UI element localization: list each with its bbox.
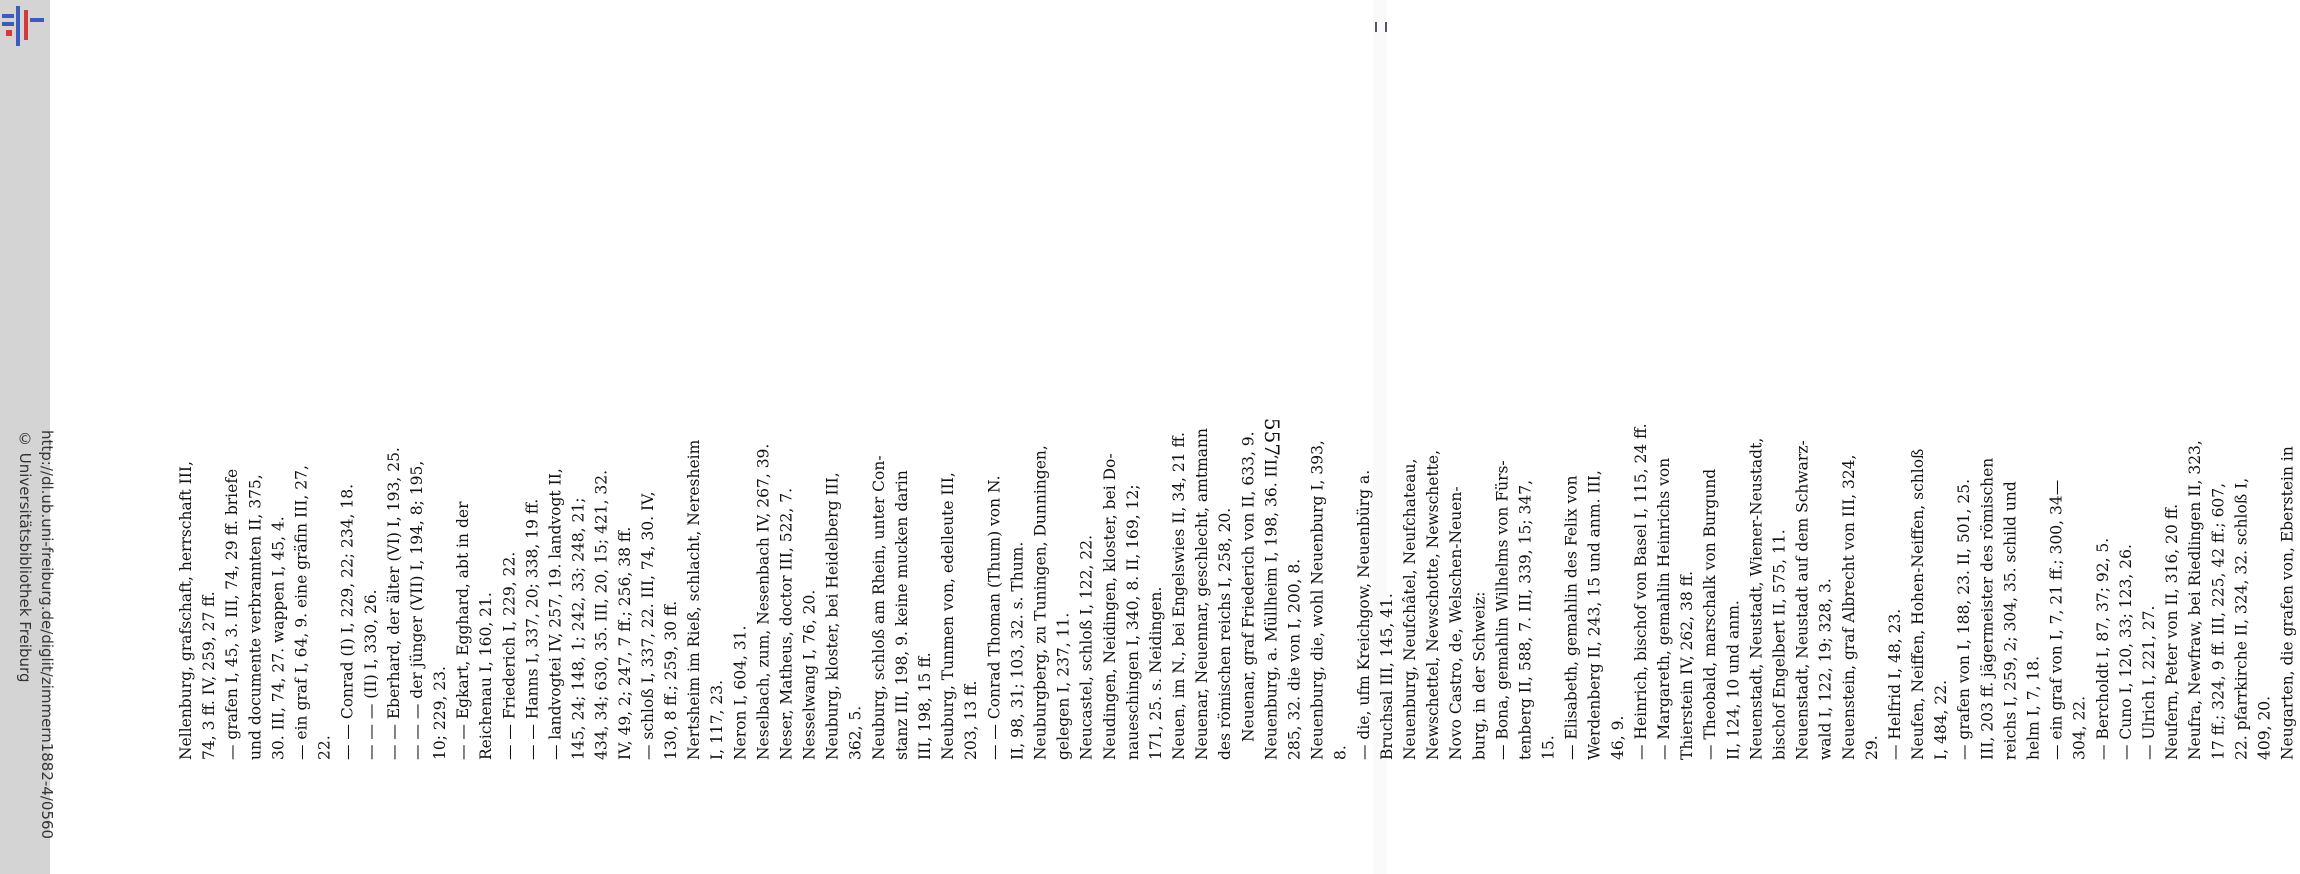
index-entry-line: Neufra, Newfraw, bei Riedlingen II, 323, [2186,440,2205,760]
index-entry-line: — grafen I, 45, 3. III, 74, 29 ff. briefe [223,468,242,760]
index-entry-line: Neuenstein, graf Albrecht von III, 324, [1839,454,1858,760]
index-entry-line: 22. [315,735,334,760]
index-entry-line: Nellenburg, grafschaft, herrschaft III, [177,461,195,760]
index-entry-line: Neuburgberg, zu Tuningen, Dunningen, [1031,445,1050,760]
source-url[interactable]: http://dl.ub.uni-freiburg.de/diglit/zimmern1882-4/0560 [38,430,56,840]
index-entry-line: 203, 13 ff. [962,680,981,760]
source-info [14,430,58,870]
index-entry-line: I, 484, 22. [1932,679,1951,760]
index-entry-line: — grafen von I, 188, 23. II, 501, 25. [1955,479,1974,760]
index-entry-line: Neser, Matheus, doctor III, 522, 7. [777,488,796,760]
page-marker-icon [1375,22,1387,32]
index-entry-line: 22. pfarrkirche II, 324, 32. schloß I, [2232,477,2251,760]
index-entry-line: Newschettel, Newschotte, Newschette, [1424,449,1443,760]
index-entry-line: burg, in der Schweiz: [1470,591,1489,760]
index-entry-line: — — Friederich I, 229, 22. [500,551,519,760]
index-entry-line: — schloß I, 337, 22. III, 74, 30. IV, [638,491,657,760]
index-entry-line: Neuenburg, Neufchâtel, Neufchateau, [1400,458,1419,760]
index-entry-line: — Bercholdt I, 87, 37; 92, 5. [2093,537,2112,760]
index-entry-line: Neugarten, die grafen von, Eberstein in [2278,446,2297,760]
index-entry-line: bischof Engelbert II, 575, 11. [1770,529,1789,760]
index-entry-line: stanz III, 198, 9. keine mucken darin [892,470,911,760]
index-entry-line: und documente verbrannten II, 375, [246,474,265,760]
index-entry-line: Reichenau I, 160, 21. [477,592,496,760]
index-entry-line: — Ulrich I, 221, 27. [2139,605,2158,760]
index-entry-line: 130, 8 ff.; 259, 30 ff. [661,600,680,760]
index-entry-line: Neron I, 604, 31. [731,625,750,760]
index-entry-line: des römischen reichs I, 258, 20. [1216,507,1235,760]
index-entry-line: — Margareth, gemahlin Heinrichs von [1655,457,1673,760]
index-entry-line: Bruchsal III, 145, 41. [1377,593,1396,760]
index-entry-line: 30. III, 74, 27. wappen I, 45, 4. [269,516,288,760]
index-entry-line: 145, 24; 148, 1; 242, 33; 248, 21; [569,497,588,760]
index-entry-line: — Cuno I, 120, 33; 123, 26. [2116,544,2135,760]
index-entry-line: I, 117, 23. [708,679,727,760]
index-entry-line: Neuburg, Tunmen von, edelleute III, [939,472,958,760]
index-entry-line: tenberg II, 588, 7. III, 339, 15; 347, [1516,479,1535,760]
index-entry-line: 434, 34; 630, 35. III, 20, 15; 421, 32. [592,469,611,760]
index-entry-line: IV, 49, 2; 247, 7 ff.; 256, 38 ff. [615,526,634,760]
index-entry-line: — — Conrad Thoman (Thum) von N. [985,475,1004,760]
index-entry-line: — — Egkart, Egghard, abt in der [454,501,473,760]
index-entry-line: wald I, 122, 19; 328, 3. [1816,578,1835,760]
index-entry-line: 171, 25. s. Neidingen. [1146,586,1165,760]
index-entry-line: II, 98, 31; 103, 32. s. Thum. [1008,541,1027,760]
index-entry-line: Neuenar, graf Friederich von II, 633, 9. [1239,431,1258,742]
index-entry-line: — — — der jünger (VII) I, 194, 8; 195, [407,460,426,760]
viewer-sidebar [0,0,56,874]
index-entry-line: 285, 32. die von I, 200, 8. [1285,558,1304,760]
index-entry-line: Novo Castro, de, Welschen-Neuen- [1447,486,1466,760]
index-entry-line: 29. [1862,735,1881,760]
university-logo-icon[interactable] [2,4,46,48]
index-entry-line: — — Hanns I, 337, 20; 338, 19 ff. [523,498,542,760]
index-entry-line: 8. [1331,745,1350,760]
index-entry-line: Neuburg, schloß am Rhein, unter Con- [869,455,888,760]
index-entry-line: III, 198, 15 ff. [916,652,934,760]
index-entry-line: Neufen, Neiffen, Hohen-Neiffen, schloß [1909,448,1928,760]
index-entry-line: — Heinrich, bischof von Basel I, 115, 24 ff. [1631,423,1650,760]
page-number: 557 [1260,417,1285,457]
index-entry-line: — ein graf I, 64, 9. eine gräfin III, 27, [292,465,311,760]
index-entry-line: 362, 5. [846,705,865,760]
index-entry-line: — ein graf von I, 7, 21 ff.; 300, 34— [2047,479,2066,760]
index-entry-line: 74, 3 ff. IV, 259, 27 ff. [200,591,219,760]
index-entry-line: helm I, 7, 18. [2024,655,2043,760]
index-entry-line: — landvogtei IV, 257, 19. landvogt II, [546,468,565,760]
index-entry-line: 46, 9. [1608,715,1627,760]
index-entry-line: — die, ufm Kreichgow, Neuenbürg a. [1354,469,1373,760]
index-entry-line: Thierstein IV, 262, 38 ff. [1678,570,1697,760]
index-entry-line: 10; 229, 23. [431,666,450,760]
index-entry-line: Neuenburg, a. Müllheim I, 198, 36. III, [1262,454,1281,760]
index-entry-line: Neufern, Peter von II, 316, 20 ff. [2163,503,2182,760]
index-entry-line: Neuenstadt, Neustadt, Wiener-Neustadt, [1747,437,1766,760]
copyright: © Universitätsbibliothek Freiburg [16,430,34,683]
index-entry-line: naueschingen I, 340, 8. II, 169, 12; [1123,484,1142,760]
index-entry-line: III, 203 ff. jägermeister des römischen [1978,457,1997,760]
index-entry-line: Neuenburg, die, wohl Neuenburg I, 393, [1308,440,1327,760]
index-entry-line: — Elisabeth, gemahlin des Felix von [1562,475,1581,760]
index-entry-line: — Bona, gemahlin Wilhelms von Fürs- [1493,460,1512,760]
index-entry-line: Neuenstadt, Neustadt auf dem Schwarz- [1793,440,1812,760]
index-entry-line: Nertsheim im Rieß, schlacht, Neresheim [685,439,704,760]
index-entry-line: — — Eberhard, der älter (VI) I, 193, 25. [384,447,403,760]
index-entry-line: Nesselwang I, 76, 20. [800,589,819,760]
index-entry-line: Neuburg, kloster, bei Heidelberg III, [823,472,842,760]
index-entry-line: reichs I, 259, 2; 304, 35. schild und [2001,481,2020,760]
index-entry-line: Werdenberg II, 243, 15 und anm. III, [1585,470,1604,760]
index-entry-line: Neuenar, Neuennar, geschlecht, amtmann [1193,428,1212,760]
index-entry-line: 409, 20. [2255,695,2274,760]
index-entry-line: — — Conrad (I) I, 229, 22; 234, 18. [338,483,357,760]
index-entry-line: II, 124, 10 und anm. [1724,600,1743,760]
index-entry-line: gelegen I, 237, 11. [1054,612,1073,760]
index-entry-line: 15. [1539,735,1558,760]
index-entry-line: — Helfrid I, 48, 23. [1885,608,1904,760]
index-entry-line: — Theobald, marschalk von Burgund [1701,468,1720,760]
index-entry-line: — — — (II) I, 330, 26. [361,589,380,760]
index-entry-line: Neselbach, zum, Nesenbach IV, 267, 39. [754,443,773,760]
index-entry-line: 304, 22. [2070,695,2089,760]
index-entry-line: Neuen, im N., bei Engelswies II, 34, 21 ff. [1170,432,1189,760]
index-entry-line: 17 ff.; 324, 9 ff. III, 225, 42 ff.; 607, [2209,482,2228,760]
index-entry-line: Neudingen, Neidingen, kloster, bei Do- [1100,453,1119,760]
index-entry-line: Neucastel, schloß I, 122, 22. [1077,534,1096,760]
